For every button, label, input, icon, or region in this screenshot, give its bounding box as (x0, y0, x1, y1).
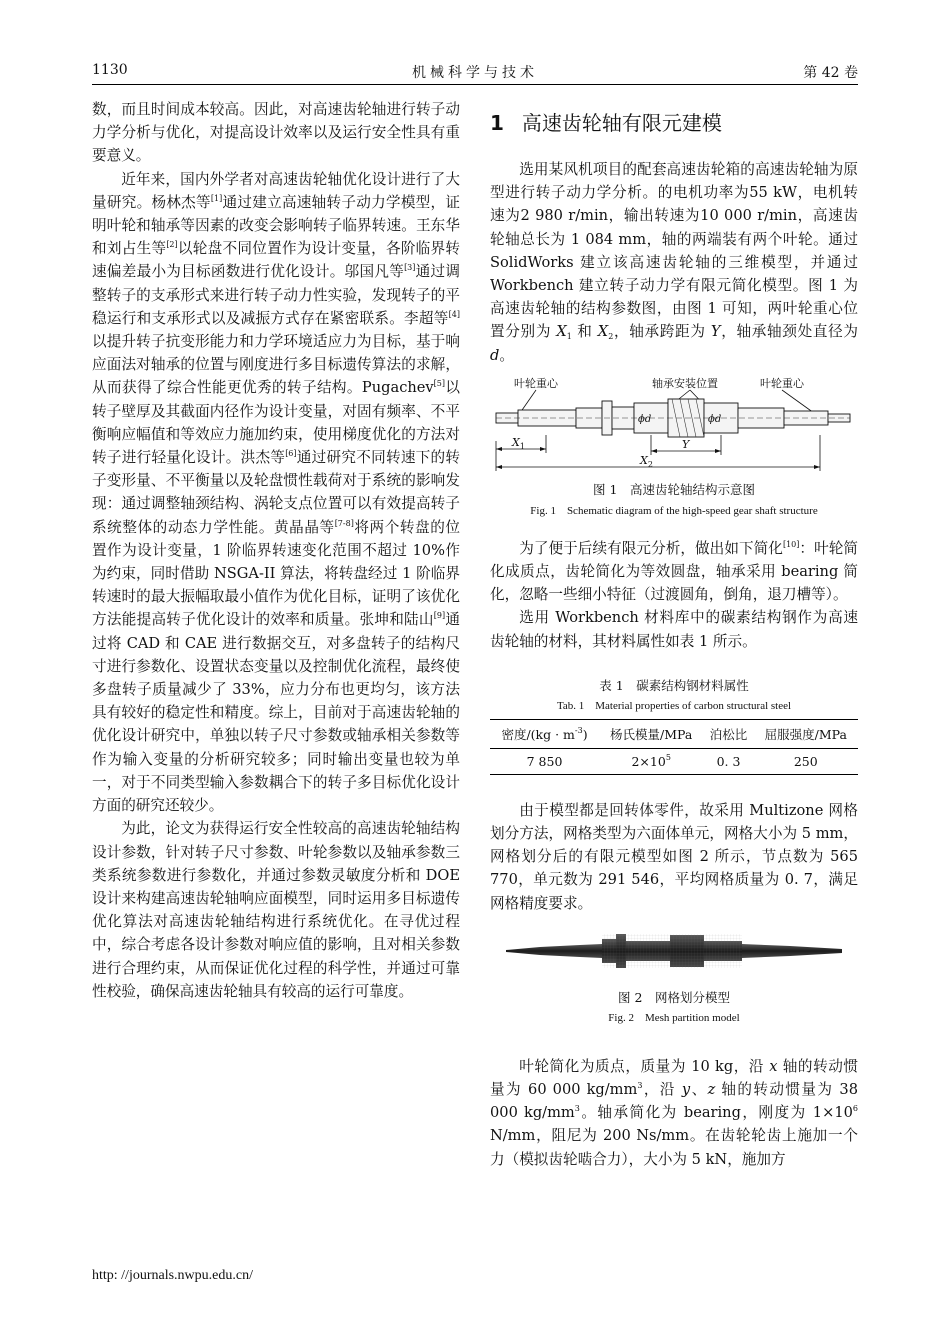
symbol-x: x (769, 1057, 778, 1075)
figure-1-shaft-structure (490, 375, 858, 523)
citation-ref[interactable]: [4] (448, 309, 460, 319)
volume-label: 第 42 卷 (803, 65, 858, 81)
subscript: 1 (566, 332, 572, 342)
symbol-d: d (490, 346, 500, 364)
col-header-yield-strength: 屈服强度/MPa (764, 726, 847, 742)
dim-diameter-right: ϕd (708, 413, 722, 425)
text-run: 近年来，国内外学者对高速齿轮轴优化设计进行了大量研究。杨林杰等 (92, 170, 460, 211)
paragraph-objective: 为此，论文为获得运行安全性较高的高速齿轮轴结构设计参数，针对转子尺寸参数、叶轮参数以及轴承参数三类系统参数进行参数化，并通过参数灵敏度分析和 DOE 设计来构建高速齿轮轴响应面模型，同时运用多目标遗传优化算法对高速齿轮轴结构进行系统优化。在寻优过程中，综合考虑各设计参数对响应值的影响，且对相关参数进行合理约束，从而保证优化过程的科学性，并通过可靠性校验，确保高速齿轮轴具有较高的运行可靠度。 (92, 820, 460, 1000)
figure-2-caption-cn: 图 2 网格划分模型 (618, 989, 730, 1005)
text-run: 通过将 CAD 和 CAE 进行数据交互，对多盘转子的结构尺寸进行参数化、设置状态变量以及控制优化流程，最终使多盘转子质量减少了 33%，应力分布也更均匀，该方法具有较好的稳定性和精度。综上，目前对于高速齿轮轴的优化设计研究中，单独以转子尺寸参数或轴承相关参数等作为输入变量的分析研究较多；同时输出变量也较为单一，对于不同类型输入参数耦合下的转子多目标优化设计方面的研究还较少。 (92, 611, 460, 815)
col-header-density: 密度$/(kg \cdot m^{-3})$ (501, 725, 588, 742)
figure-2-mesh-model (490, 923, 858, 1027)
text-run: 通过调整转子的支承形式来进行转子动力性实验，发现转子的平稳运行和支承形式以及减振方式存在紧密联系。李超等 (92, 263, 460, 327)
table-header-row (490, 719, 858, 748)
leader-left (520, 390, 536, 413)
symbol-x2: X (597, 323, 609, 341)
figure-1-caption-en: Fig. 1 Schematic diagram of the high-speed gear shaft structure (530, 504, 818, 517)
citation-ref[interactable]: [9] (433, 611, 446, 621)
table-1-caption-cn: 表 1 碳素结构钢材料属性 (599, 677, 749, 693)
label-impeller-cog-right: 叶轮重心 (760, 376, 804, 390)
figure-2-caption-en: Fig. 2 Mesh partition model (608, 1011, 740, 1024)
section-number: 1 (490, 111, 504, 135)
figure-1-caption-cn: 图 1 高速齿轮轴结构示意图 (593, 481, 755, 497)
dim-label-x2: $X_2$ (640, 453, 653, 469)
section-heading (490, 110, 858, 136)
citation-ref[interactable]: [5] (433, 379, 445, 389)
citation-ref[interactable]: [2] (166, 240, 178, 250)
dim-diameter-left: ϕd (638, 413, 652, 425)
text-run: 轴的转动惯量为 60 000 kg/mm (490, 1057, 858, 1099)
paragraph-material: 选用 Workbench 材料库中的碳素结构钢作为高速齿轮轴的材料，其材料属性如表 1 所示。 (490, 609, 858, 650)
text-run: 通过建立高速轴转子动力学模型，证明叶轮和轴承等因素的改变会影响转子临界转速。王东华和刘占生等 (92, 193, 460, 258)
cell-youngs-modulus: $2\times 10^5$ (631, 752, 671, 769)
leader-right (782, 390, 814, 413)
citation-ref[interactable]: [10] (782, 539, 800, 549)
footer-url[interactable]: http: //journals.nwpu.edu.cn/ (92, 1268, 253, 1283)
journal-title: 机械科学与技术 (412, 65, 538, 81)
header-rule (92, 84, 858, 85)
page-number: 1130 (92, 62, 128, 78)
col-header-youngs-modulus: 杨氏模量/MPa (610, 726, 693, 742)
text-run: 叶轮简化为质点，质量为 10 kg，沿 (519, 1057, 770, 1075)
text-run: 以提升转子抗变形能力和力学环境适应力为目标，基于响应面法对轴承的位置与刚度进行多目标遗传算法的求解，从而获得了综合性能更优秀的转子结构。Pugachev (92, 333, 460, 397)
table-1-caption-en: Tab. 1 Material properties of carbon structural steel (556, 699, 792, 712)
symbol-y: Y (710, 323, 721, 341)
text-run: 以转子壁厚及其截面内径作为设计变量，对固有频率、不平衡响应幅值和等效应力施加约束，使用梯度优化的方法对转子进行轻量化设计。洪杰等 (92, 379, 460, 467)
text-run: 以轮盘不同位置作为设计变量，各阶临界转速偏差最小为目标函数进行优化设计。邬国凡等 (92, 240, 460, 281)
symbol-z: z (707, 1081, 716, 1099)
citation-ref[interactable]: [6] (285, 449, 297, 459)
text-run: 将两个转盘的位置作为设计变量，1 阶临界转速变化范围不超过 10%作为约束，同时借助 NSGA-II 算法，将转盘经过 1 阶临界转速时的最大振幅取最小值作为优化目标，证明了该优化方法能提高转子优化设计的效率和质量。张坤和陆山 (92, 518, 460, 629)
cell-density: 7 850 (526, 753, 563, 769)
paragraph-mesh: 由于模型都是回转体零件，故采用 Multizone 网格划分方法，网格类型为六面体单元，网格大小为 5 mm，网格划分后的有限元模型如图 2 所示，节点数为 565 770，单元数为 291 546，平均网格质量为 0. 7，满足网格精度要求。 (490, 801, 858, 912)
text-run: 。轴承简化为 bearing，刚度为 1×10 (579, 1104, 853, 1122)
right-column (490, 98, 858, 1171)
paragraph-model-description (490, 158, 858, 367)
text-run: 选用某风机项目的配套高速齿轮箱的高速齿轮轴为原型进行转子动力学分析。的电机功率为55 kW，电机转速为2 980 r/min，输出转速为10 000 r/min，高速齿轮轴总长为 1 084 mm，轴的两端装有两个叶轮。通过 SolidWorks 建立该高速齿轮轴的三维模型，并通过 Workbench 建立转子动力学有限元简化模型。图 1 为高速齿轮轴的结构参数图，由图 1 可知，两叶轮重心位置分别为 (490, 161, 858, 341)
text-run: ：叶轮简化成质点，齿轮简化为等效圆盘，轴承采用 bearing 简化，忽略一些细小特征（过渡圆角，倒角，退刀槽等）。 (490, 539, 858, 604)
table-1-block (490, 677, 858, 775)
text-run: 和 (571, 323, 598, 341)
symbol-x1: X (556, 323, 567, 341)
label-bearing-position: 轴承安装位置 (652, 376, 718, 390)
running-header (92, 60, 858, 82)
section-title: 高速齿轮轴有限元建模 (521, 111, 722, 135)
citation-ref[interactable]: [1] (210, 193, 223, 203)
text-run: ，沿 (642, 1081, 682, 1099)
cell-yield-strength: 250 (793, 753, 818, 769)
cell-poisson-ratio: 0. 3 (716, 753, 741, 769)
paragraph-intro-continued: 数，而且时间成本较高。因此，对高速齿轮轴进行转子动力学分析与优化，对提高设计效率以及运行安全性具有重要意义。 (92, 101, 460, 165)
text-run: 为了便于后续有限元分析，做出如下简化 (519, 539, 783, 557)
shaft-diagram (490, 375, 858, 473)
dim-label-y: Y (682, 437, 690, 451)
citation-ref[interactable]: [7-8] (334, 518, 354, 528)
table-row (490, 748, 858, 774)
dim-label-x1: $X_1$ (512, 435, 525, 451)
text-run: ，轴承轴颈处直径为 (720, 323, 858, 341)
text-run: 轴的转动惯量为 38 000 kg/mm (490, 1081, 858, 1122)
material-properties-table (490, 719, 858, 775)
paragraph-boundary-conditions: 叶轮简化为质点，质量为 10 kg，沿 x 轴的转动惯量为 60 000 $kg/mm^3$，沿 y、z 轴的转动惯量为 38 000 $kg/mm^3$。轴承简化为 bearing，刚度为 $1\times 10^6$ N/mm，阻尼为 200 Ns/mm。在齿轮轮齿上施加一个力（模拟齿轮啮合力），大小为 5 kN，施加方 (490, 1057, 858, 1168)
left-column (92, 98, 460, 1003)
label-impeller-cog-left: 叶轮重心 (514, 376, 558, 390)
text-run: 。 (499, 346, 514, 364)
subscript: 2 (608, 332, 614, 342)
text-run: 通过研究不同转速下的转子变形量、不平衡量以及轮盘惯性载荷对于系统的影响发现：通过调整轴颈结构、涡轮支点位置可以有效提高转子系统整体的动态力学性能。黄晶晶等 (92, 449, 460, 536)
symbol-y: y (681, 1081, 691, 1099)
citation-ref[interactable]: [3] (404, 263, 416, 273)
mesh-shaft (506, 934, 842, 968)
text-run: ，轴承跨距为 (613, 323, 711, 341)
text-run: N/mm，阻尼为 200 Ns/mm。在齿轮轮齿上施加一个力（模拟齿轮啮合力），大小为 5 kN，施加方 (490, 1127, 858, 1168)
paragraph-simplification (490, 537, 858, 607)
paragraph-literature-review (92, 168, 460, 818)
mesh-model-image (490, 923, 858, 981)
col-header-poisson-ratio: 泊松比 (709, 726, 748, 742)
